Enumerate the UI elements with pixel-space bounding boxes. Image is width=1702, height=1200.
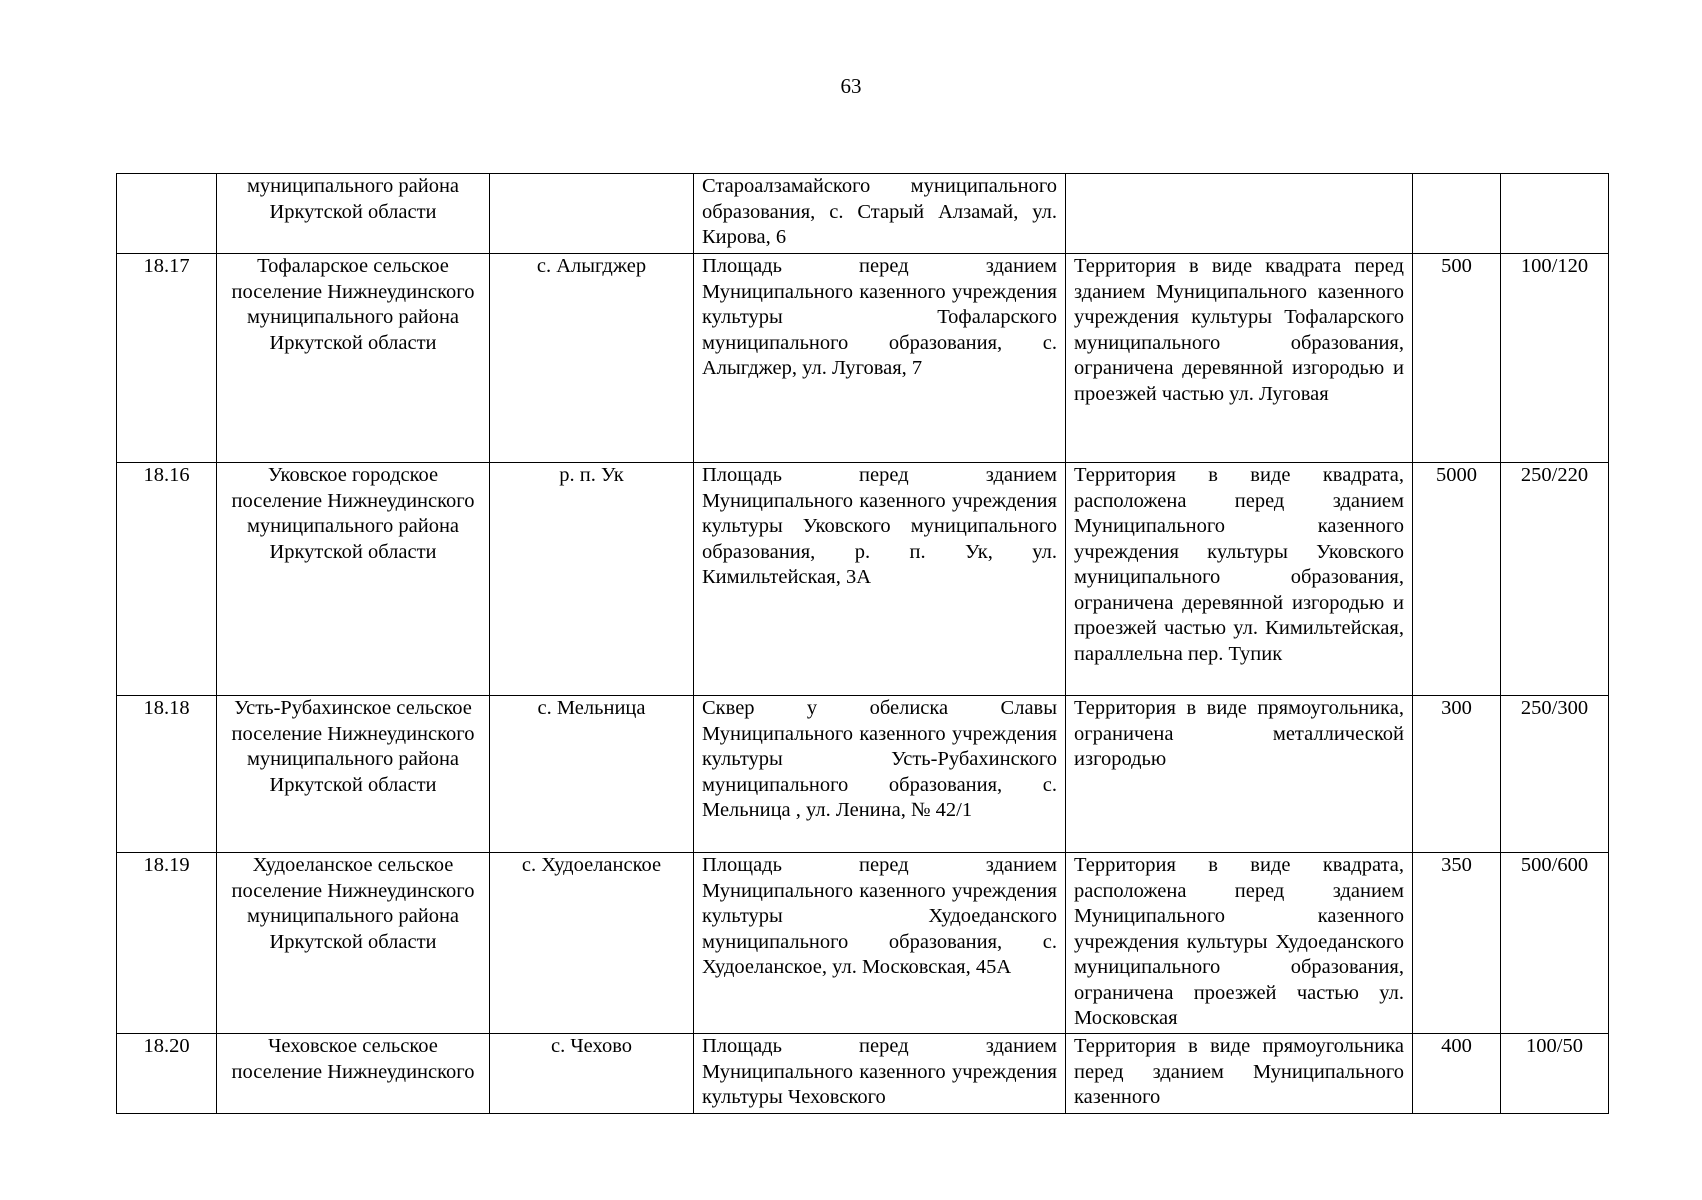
municipality-cell: муниципального района Иркутской области [217,174,490,254]
municipality-cell: Худоеланское сельское поселение Нижнеудинского муниципального района Иркутской области [217,853,490,1034]
place-cell: Площадь перед зданием Муниципального казенного учреждения культуры Тофаларского муниципального образования, с. Алыгджер, ул. Луговая, 7 [694,254,1066,463]
locality-cell: с. Алыгджер [490,254,694,463]
place-cell: Сквер у обелиска Славы Муниципального казенного учреждения культуры Усть-Рубахинского муниципального образования, с. Мельница , ул. Ленина, № 42/1 [694,696,1066,853]
area-cell: 350 [1413,853,1501,1034]
place-cell: Площадь перед зданием Муниципального казенного учреждения культуры Уковского муниципального образования, р. п. Ук, ул. Кимильтейская, 3А [694,463,1066,696]
territory-cell: Территория в виде прямоугольника перед зданием Муниципального казенного [1066,1034,1413,1114]
table-row [117,174,1609,254]
dimensions-cell: 100/120 [1501,254,1609,463]
dimensions-cell [1501,174,1609,254]
area-cell: 400 [1413,1034,1501,1114]
area-cell: 500 [1413,254,1501,463]
place-cell: Площадь перед зданием Муниципального казенного учреждения культуры Чеховского [694,1034,1066,1114]
territory-cell: Территория в виде квадрата, расположена перед зданием Муниципального казенного учреждения культуры Уковского муниципального образования, ограничена деревянной изгородью и проезжей частью ул. Кимильтейская, параллельна пер. Тупик [1066,463,1413,696]
dimensions-cell: 500/600 [1501,853,1609,1034]
locality-cell: с. Мельница [490,696,694,853]
area-cell: 300 [1413,696,1501,853]
dimensions-cell: 250/300 [1501,696,1609,853]
locality-cell: с. Худоеланское [490,853,694,1034]
locality-cell: р. п. Ук [490,463,694,696]
row-number-cell: 18.16 [117,463,217,696]
row-number-cell: 18.19 [117,853,217,1034]
dimensions-cell: 100/50 [1501,1034,1609,1114]
municipality-cell: Уковское городское поселение Нижнеудинского муниципального района Иркутской области [217,463,490,696]
place-cell: Площадь перед зданием Муниципального казенного учреждения культуры Худоеданского муниципального образования, с. Худоеланское, ул. Московская, 45А [694,853,1066,1034]
table-row [117,463,1609,696]
table-row [117,696,1609,853]
municipality-cell: Усть-Рубахинское сельское поселение Нижнеудинского муниципального района Иркутской области [217,696,490,853]
row-number-cell [117,174,217,254]
table-row [117,853,1609,1034]
table-row [117,254,1609,463]
territory-cell [1066,174,1413,254]
table-row [117,1034,1609,1114]
territory-cell: Территория в виде квадрата перед зданием Муниципального казенного учреждения культуры Тофаларского муниципального образования, ограничена деревянной изгородью и проезжей частью ул. Луговая [1066,254,1413,463]
locality-cell [490,174,694,254]
row-number-cell: 18.20 [117,1034,217,1114]
municipality-cell: Чеховское сельское поселение Нижнеудинского [217,1034,490,1114]
row-number-cell: 18.17 [117,254,217,463]
area-cell [1413,174,1501,254]
page-number: 63 [840,74,862,98]
locality-cell: с. Чехово [490,1034,694,1114]
territory-cell: Территория в виде прямоугольника, ограничена металлической изгородью [1066,696,1413,853]
row-number-cell: 18.18 [117,696,217,853]
area-cell: 5000 [1413,463,1501,696]
municipality-cell: Тофаларское сельское поселение Нижнеудинского муниципального района Иркутской области [217,254,490,463]
places-table [116,173,1609,1114]
territory-cell: Территория в виде квадрата, расположена перед зданием Муниципального казенного учреждения культуры Худоеданского муниципального образования, ограничена проезжей частью ул. Московская [1066,853,1413,1034]
dimensions-cell: 250/220 [1501,463,1609,696]
place-cell: Староалзамайского муниципального образования, с. Старый Алзамай, ул. Кирова, 6 [694,174,1066,254]
